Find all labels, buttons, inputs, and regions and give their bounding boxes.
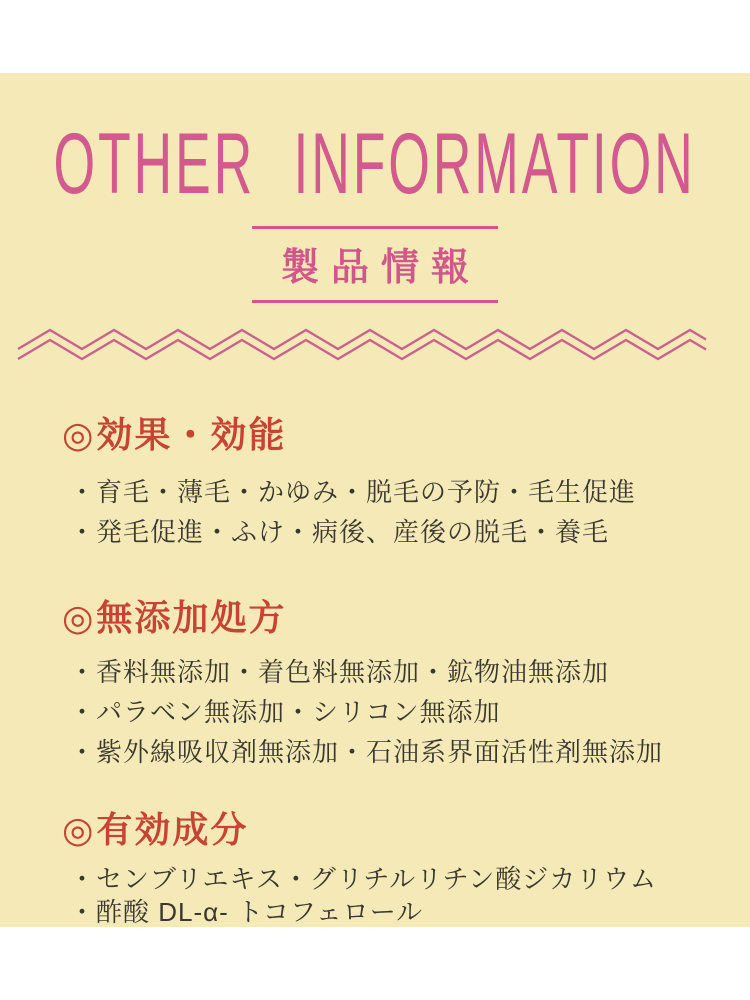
list-item: ・発毛促進・ふけ・病後、産後の脱毛・養毛 bbox=[69, 517, 610, 547]
subtitle-text: 製品情報 bbox=[280, 247, 481, 289]
section-item-list bbox=[62, 863, 710, 927]
double-circle-icon: ◎ bbox=[62, 597, 96, 638]
section-heading-text: 無添加処方 bbox=[96, 597, 287, 638]
double-circle-icon: ◎ bbox=[62, 809, 96, 850]
section-item-list bbox=[62, 652, 710, 772]
section-active-ingredients bbox=[62, 810, 710, 927]
list-item: ・酢酸 DL-α- トコフェロール bbox=[69, 897, 424, 927]
section-heading bbox=[62, 415, 710, 455]
sections-container bbox=[0, 415, 750, 927]
list-item: ・香料無添加・着色料無添加・鉱物油無添加 bbox=[69, 657, 610, 687]
product-info-panel bbox=[0, 73, 750, 927]
section-heading-text: 効果・効能 bbox=[96, 414, 287, 455]
list-item: ・育毛・薄毛・かゆみ・脱毛の予防・毛生促進 bbox=[69, 477, 637, 507]
list-item: ・センブリエキス・グリチルリチン酸ジカリウム bbox=[69, 864, 658, 894]
section-effects bbox=[62, 415, 710, 552]
section-heading-text: 有効成分 bbox=[96, 809, 249, 850]
list-item: ・紫外線吸収剤無添加・石油系界面活性剤無添加 bbox=[69, 737, 664, 767]
section-additive-free bbox=[62, 598, 710, 772]
page-title: OTHER INFORMATION bbox=[53, 115, 697, 213]
zigzag-divider-icon bbox=[12, 323, 738, 367]
section-heading bbox=[62, 810, 710, 850]
double-circle-icon: ◎ bbox=[62, 414, 96, 455]
section-heading bbox=[62, 598, 710, 638]
section-item-list bbox=[62, 472, 710, 552]
list-item: ・パラベン無添加・シリコン無添加 bbox=[69, 697, 501, 727]
subtitle-box bbox=[252, 226, 498, 303]
title-area bbox=[0, 115, 750, 213]
